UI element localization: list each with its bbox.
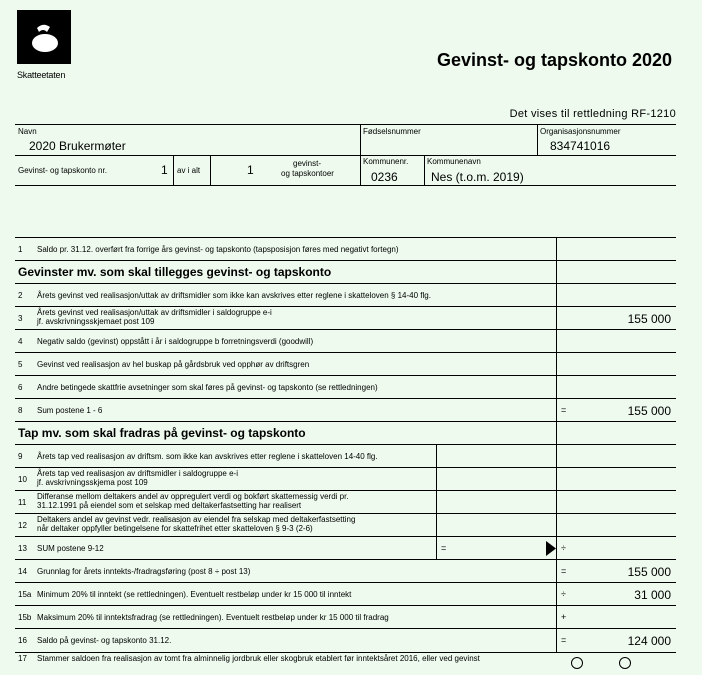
amount-cell-15a[interactable]: 31 000 bbox=[556, 583, 677, 606]
amount-cell-2[interactable] bbox=[556, 284, 677, 307]
section-heading: Tap mv. som skal fradras på gevinst- og tapskonto bbox=[18, 426, 306, 440]
kommunenavn-label: Kommunenavn bbox=[427, 157, 481, 166]
kommunenr-field[interactable]: 0236 bbox=[371, 170, 398, 184]
kontoer-label-1: gevinst- bbox=[293, 159, 322, 168]
kontoer-label-2: og tapskontoer bbox=[281, 169, 334, 178]
amount-cell-10[interactable] bbox=[436, 468, 557, 491]
amount-cell-4[interactable] bbox=[556, 330, 677, 353]
row-6: 6 Andre betingede skattfrie avsetninger som skal føres på gevinst- og tapskonto (se rettledningen) bbox=[15, 375, 676, 399]
section-heading-gevinster bbox=[15, 260, 676, 284]
row-3: 3 Årets gevinst ved realisasjon/uttak av driftsmidler i saldogruppe e-i jf. avskrivningsskjemaet post 109 155 000 bbox=[15, 306, 676, 330]
amount-cell-1[interactable] bbox=[556, 238, 677, 261]
row-10: 10 Årets tap ved realisasjon av driftsmidler i saldogruppe e-i jf. avskrivningsskjema post 109 bbox=[15, 467, 676, 491]
amount-cell-14[interactable]: 155 000 bbox=[556, 560, 677, 583]
fodselsnummer-label: Fødselsnummer bbox=[363, 127, 421, 136]
row-1 bbox=[15, 237, 676, 261]
logo bbox=[17, 10, 71, 64]
kommunenavn-field[interactable]: Nes (t.o.m. 2019) bbox=[431, 170, 524, 184]
row-13: 13 SUM postene 9-12 = ÷ bbox=[15, 536, 676, 560]
row-14: 14 Grunnlag for årets inntekts-/fradragsføring (post 8 ÷ post 13) = 155 000 bbox=[15, 559, 676, 583]
logo-icon bbox=[17, 10, 71, 64]
row-17: 17 Stammer saldoen fra realisasjon av tomt fra alminnelig jordbruk eller skogbruk etablert før inntektsåret 2016, eller ved gevinst bbox=[15, 652, 676, 675]
amount-cell-13[interactable]: = bbox=[436, 537, 557, 560]
section-heading: Gevinster mv. som skal tillegges gevinst- og tapskonto bbox=[18, 265, 332, 279]
amount-cell-11[interactable] bbox=[436, 491, 557, 514]
row-5: 5 Gevinst ved realisasjon av hel buskap på gårdsbruk ved opphør av driftsgren bbox=[15, 352, 676, 376]
kommunenr-label: Kommunenr. bbox=[363, 157, 409, 166]
row-17-radio-yes[interactable] bbox=[571, 657, 583, 669]
organisasjonsnummer-field[interactable]: 834741016 bbox=[550, 139, 611, 153]
row-15a: 15a Minimum 20% til inntekt (se rettledningen). Eventuelt restbeløp under kr 15 000 til inntekt ÷ 31 000 bbox=[15, 582, 676, 606]
av-i-alt-label: av i alt bbox=[177, 166, 201, 175]
organisasjonsnummer-label: Organisasjonsnummer bbox=[540, 127, 621, 136]
amount-cell-13-total[interactable]: ÷ bbox=[556, 537, 677, 560]
arrow-right-icon bbox=[546, 541, 556, 556]
page-title: Gevinst- og tapskonto 2020 bbox=[437, 50, 673, 70]
row-2: 2 Årets gevinst ved realisasjon/uttak av driftsmidler som ikke kan avskrives etter reglene i skatteloven § 14-40 flg. bbox=[15, 283, 676, 307]
row-15b: 15b Maksimum 20% til inntektsfradrag (se rettledningen). Eventuelt restbeløp under kr 15 000 til fradrag + bbox=[15, 605, 676, 629]
amount-cell-8[interactable]: 155 000 bbox=[556, 399, 677, 422]
row-number: 1 bbox=[18, 245, 23, 254]
amount-cell-15b[interactable] bbox=[556, 606, 677, 629]
row-17-radio-no[interactable] bbox=[619, 657, 631, 669]
row-12: 12 Deltakers andel av gevinst vedr. realisasjon av eiendel fra selskap med deltakerfastsetting når deltaker oppfyller betingelsene for skattefrihet etter skatteloven § 9-3 (2-6) bbox=[15, 513, 676, 537]
konto-nr-label: Gevinst- og tapskonto nr. bbox=[18, 166, 107, 175]
amount-cell-9[interactable] bbox=[436, 445, 557, 468]
navn-field[interactable]: 2020 Brukermøter bbox=[29, 139, 126, 153]
row-11: 11 Differanse mellom deltakers andel av oppregulert verdi og bokført skattemessig verdi pr. 31.12.1991 på eiendel som et selskap med deltakerfastsetting har realisert bbox=[15, 490, 676, 514]
amount-cell-5[interactable] bbox=[556, 353, 677, 376]
amount-cell-12[interactable] bbox=[436, 514, 557, 537]
konto-nr-field[interactable]: 1 bbox=[161, 163, 168, 177]
row-9: 9 Årets tap ved realisasjon av driftsm. som ikke kan avskrives etter reglene i skatteloven 14-40 flg. bbox=[15, 444, 676, 468]
guide-reference: Det vises til rettledning RF-1210 bbox=[509, 108, 676, 120]
row-text: Saldo pr. 31.12. overført fra forrige års gevinst- og tapskonto (tapsposisjon føres med negativt fortegn) bbox=[37, 245, 399, 254]
logo-text: Skatteetaten bbox=[17, 70, 66, 80]
navn-label: Navn bbox=[18, 127, 37, 136]
row-4: 4 Negativ saldo (gevinst) oppstått i år i saldogruppe b forretningsverdi (goodwill) bbox=[15, 329, 676, 353]
amount-cell-3[interactable]: 155 000 bbox=[556, 307, 677, 330]
row-8: 8 Sum postene 1 - 6 = 155 000 bbox=[15, 398, 676, 422]
av-i-alt-field[interactable]: 1 bbox=[247, 163, 254, 177]
row-16: 16 Saldo på gevinst- og tapskonto 31.12. = 124 000 bbox=[15, 628, 676, 653]
amount-cell-6[interactable] bbox=[556, 376, 677, 399]
header-block bbox=[15, 124, 676, 186]
amount-cell-16[interactable]: 124 000 bbox=[556, 629, 677, 652]
section-heading-tap bbox=[15, 421, 676, 445]
